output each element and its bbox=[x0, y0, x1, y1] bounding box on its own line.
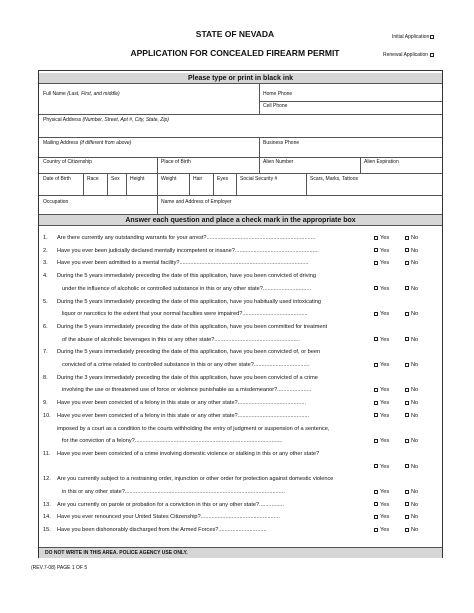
weight-field[interactable]: Weight bbox=[161, 176, 177, 182]
question-text: Are you currently subject to a restraining order, injunction or other order for protection against domestic violence bbox=[57, 476, 334, 483]
yes-label: Yes bbox=[380, 527, 390, 534]
no-checkbox[interactable] bbox=[405, 236, 409, 240]
question-number: 7. bbox=[43, 349, 48, 356]
no-option[interactable] bbox=[405, 400, 418, 407]
ssn-field[interactable]: Social Security # bbox=[240, 176, 278, 182]
question-text: Have you ever been convicted of a felony in this state or any other state?.............................................. bbox=[57, 412, 310, 419]
no-checkbox[interactable] bbox=[405, 490, 409, 494]
yes-checkbox[interactable] bbox=[374, 261, 378, 265]
no-label: No bbox=[411, 501, 419, 508]
physical-address-label: Physical Address bbox=[43, 117, 82, 123]
no-label: No bbox=[411, 285, 419, 292]
no-label: No bbox=[411, 260, 419, 267]
question-text: Have you ever been admitted to a mental facility?................................................................................... bbox=[57, 260, 309, 267]
initial-application-option[interactable] bbox=[392, 34, 436, 40]
business-phone-field[interactable]: Business Phone bbox=[263, 140, 300, 146]
question-number: 8. bbox=[43, 374, 48, 381]
physical-address-field[interactable] bbox=[43, 117, 169, 123]
sex-field[interactable]: Sex bbox=[111, 176, 120, 182]
no-checkbox[interactable] bbox=[405, 401, 409, 405]
yes-checkbox[interactable] bbox=[374, 388, 378, 392]
no-label: No bbox=[411, 235, 419, 241]
yes-checkbox[interactable] bbox=[374, 464, 378, 468]
yes-checkbox[interactable] bbox=[374, 401, 378, 405]
question-text: Are there currently any outstanding warrants for your arrest?...................................................................... bbox=[57, 235, 316, 241]
question-text: During the 5 years immediately preceding the date of this application, have you been convicted of driving bbox=[57, 273, 317, 280]
question-text: Have you been dishonorably discharged from the Armed Forces?............................... bbox=[57, 527, 267, 534]
yes-checkbox[interactable] bbox=[374, 490, 378, 494]
full-name-hint: (Last, First, and middle) bbox=[67, 91, 120, 97]
no-option[interactable] bbox=[405, 235, 418, 242]
no-label: No bbox=[411, 514, 419, 521]
yes-label: Yes bbox=[380, 501, 390, 508]
yes-label: Yes bbox=[380, 247, 390, 254]
yes-checkbox[interactable] bbox=[374, 337, 378, 341]
yes-option[interactable] bbox=[374, 311, 389, 318]
no-checkbox[interactable] bbox=[405, 502, 409, 506]
yes-option[interactable] bbox=[374, 514, 389, 521]
mailing-address-label: Mailing Address bbox=[43, 140, 79, 146]
question-text: imposed by a court as a condition to the courts withholding the entry of judgment or suspension of a sentence, bbox=[57, 425, 330, 432]
question-number: 5. bbox=[43, 298, 48, 305]
no-option[interactable] bbox=[405, 248, 418, 255]
no-checkbox[interactable] bbox=[405, 363, 409, 367]
no-label: No bbox=[411, 336, 419, 343]
no-label: No bbox=[411, 311, 419, 318]
question-number: 14. bbox=[43, 514, 51, 521]
yes-label: Yes bbox=[380, 400, 390, 407]
yes-option[interactable] bbox=[374, 260, 389, 267]
question-text: Are you currently on parole or probation for a conviction in this or any other state?................ bbox=[57, 501, 284, 508]
yes-label: Yes bbox=[380, 514, 390, 521]
renewal-application-label: Renewal Application bbox=[383, 52, 429, 58]
yes-label: Yes bbox=[380, 387, 390, 394]
no-checkbox[interactable] bbox=[405, 515, 409, 519]
no-option[interactable] bbox=[405, 489, 418, 496]
no-label: No bbox=[411, 438, 419, 445]
yes-option[interactable] bbox=[374, 235, 389, 242]
yes-label: Yes bbox=[380, 438, 390, 445]
no-label: No bbox=[411, 247, 419, 254]
no-label: No bbox=[411, 527, 419, 534]
alien-expiration-field[interactable]: Alien Expiration bbox=[364, 159, 399, 165]
section-banner-questions: Answer each question and place a check mark in the appropriate box bbox=[39, 214, 442, 226]
yes-label: Yes bbox=[380, 336, 390, 343]
question-text: During the 5 years immediately preceding the date of this application, have you been committed for treatment bbox=[57, 323, 328, 330]
question-text: Have you ever been convicted of a crime involving domestic violence or stalking in this or any other state? bbox=[57, 450, 320, 457]
yes-option[interactable] bbox=[374, 248, 389, 255]
question-number: 9. bbox=[43, 400, 48, 407]
question-number: 11. bbox=[43, 450, 51, 457]
no-option[interactable] bbox=[405, 286, 418, 293]
yes-checkbox[interactable] bbox=[374, 286, 378, 290]
full-name-label: Full Name bbox=[43, 91, 66, 97]
question-number: 15. bbox=[43, 527, 51, 534]
no-label: No bbox=[411, 463, 419, 470]
full-name-field[interactable] bbox=[43, 91, 120, 97]
no-checkbox[interactable] bbox=[405, 388, 409, 392]
eyes-field[interactable]: Eyes bbox=[217, 176, 229, 182]
form-title: APPLICATION FOR CONCEALED FIREARM PERMIT bbox=[130, 48, 340, 58]
question-text: Have you ever been convicted of a felony in this state or any other state?............................................ bbox=[57, 400, 307, 407]
question-text: in this or any other state?....................................................................................................... bbox=[62, 489, 285, 495]
question-text: for the conviction of a felony?............................................................................................... bbox=[62, 438, 283, 445]
no-option[interactable] bbox=[405, 527, 418, 534]
scars-marks-tattoos-field[interactable]: Scars, Marks, Tattoos bbox=[310, 176, 358, 182]
no-checkbox[interactable] bbox=[405, 248, 409, 252]
no-label: No bbox=[411, 412, 419, 419]
question-text: Have you ever renounced your United States Citizenship?................................................... bbox=[57, 514, 280, 521]
question-text: involving the use or threatened use of force or violence punishable as a misdemeanor?...................... bbox=[62, 387, 312, 394]
initial-application-checkbox[interactable] bbox=[430, 35, 434, 39]
question-number: 6. bbox=[43, 323, 48, 330]
yes-label: Yes bbox=[380, 463, 390, 470]
question-number: 4. bbox=[43, 273, 48, 280]
application-form bbox=[38, 70, 443, 558]
yes-option[interactable] bbox=[374, 286, 389, 293]
renewal-application-checkbox[interactable] bbox=[430, 53, 434, 57]
no-option[interactable] bbox=[405, 502, 418, 509]
no-checkbox[interactable] bbox=[405, 413, 409, 417]
height-field[interactable]: Height bbox=[130, 176, 145, 182]
initial-application-label: Initial Application bbox=[392, 34, 430, 40]
question-number: 2. bbox=[43, 247, 48, 254]
no-option[interactable] bbox=[405, 311, 418, 318]
question-text: During the 5 years immediately preceding the date of this application, have you habitually used intoxicating bbox=[57, 298, 321, 305]
yes-label: Yes bbox=[380, 362, 390, 368]
yes-checkbox[interactable] bbox=[374, 363, 378, 367]
yes-checkbox[interactable] bbox=[374, 528, 378, 532]
no-checkbox[interactable] bbox=[405, 312, 409, 316]
no-option[interactable] bbox=[405, 413, 418, 420]
yes-label: Yes bbox=[380, 285, 390, 292]
no-option[interactable] bbox=[405, 337, 418, 344]
question-number: 12. bbox=[43, 476, 51, 483]
yes-option[interactable] bbox=[374, 413, 389, 420]
country-of-citizenship-field[interactable]: Country of Citizenship bbox=[43, 159, 92, 165]
renewal-application-option[interactable] bbox=[383, 52, 436, 58]
question-text: liquor or narcotics to the extent that your normal faculties were impaired?.......................................... bbox=[62, 311, 308, 318]
yes-checkbox[interactable] bbox=[374, 502, 378, 506]
yes-checkbox[interactable] bbox=[374, 413, 378, 417]
yes-label: Yes bbox=[380, 311, 390, 318]
yes-option[interactable] bbox=[374, 489, 389, 496]
no-option[interactable] bbox=[405, 464, 418, 471]
question-text: of the abuse of alcoholic beverages in this or any other state?....................................................... bbox=[62, 336, 300, 343]
cell-phone-field[interactable]: Cell Phone bbox=[263, 103, 288, 109]
yes-option[interactable] bbox=[374, 400, 389, 407]
race-field[interactable]: Race bbox=[87, 176, 99, 182]
date-of-birth-field[interactable]: Date of Birth bbox=[43, 176, 71, 182]
yes-checkbox[interactable] bbox=[374, 236, 378, 240]
mailing-address-hint: (if different from above) bbox=[79, 140, 132, 146]
yes-option[interactable] bbox=[374, 502, 389, 509]
page-info: (REV.7-08) PAGE 1 OF 5 bbox=[31, 565, 88, 571]
employer-field[interactable]: Name and Address of Employer bbox=[161, 199, 232, 205]
alien-number-field[interactable]: Alien Number bbox=[263, 159, 294, 165]
no-checkbox[interactable] bbox=[405, 439, 409, 443]
no-checkbox[interactable] bbox=[405, 261, 409, 265]
no-checkbox[interactable] bbox=[405, 464, 409, 468]
question-text: under the influence of alcoholic or controlled substance in this or any other state?............................... bbox=[62, 285, 312, 292]
no-label: No bbox=[411, 400, 419, 407]
question-number: 3. bbox=[43, 260, 48, 267]
no-checkbox[interactable] bbox=[405, 528, 409, 532]
no-option[interactable] bbox=[405, 260, 418, 267]
home-phone-field[interactable]: Home Phone bbox=[263, 91, 293, 97]
no-checkbox[interactable] bbox=[405, 337, 409, 341]
no-label: No bbox=[411, 362, 419, 368]
yes-label: Yes bbox=[380, 489, 390, 495]
yes-option[interactable] bbox=[374, 527, 389, 534]
question-number: 1. bbox=[43, 235, 48, 241]
yes-option[interactable] bbox=[374, 438, 389, 445]
place-of-birth-field[interactable]: Place of Birth bbox=[161, 159, 191, 165]
yes-checkbox[interactable] bbox=[374, 248, 378, 252]
yes-label: Yes bbox=[380, 235, 390, 241]
yes-option[interactable] bbox=[374, 464, 389, 471]
no-label: No bbox=[411, 387, 419, 394]
no-label: No bbox=[411, 489, 419, 495]
question-number: 10. bbox=[43, 412, 51, 419]
physical-address-hint: (Number, Street, Apt #, City, State, Zip) bbox=[82, 117, 169, 123]
question-text: Have you ever been judicially declared mentally incompetent or insane?...................................................... bbox=[57, 247, 319, 254]
section-banner-ink: Please type or print in black ink bbox=[39, 73, 442, 84]
yes-checkbox[interactable] bbox=[374, 439, 378, 443]
no-option[interactable] bbox=[405, 387, 418, 394]
no-option[interactable] bbox=[405, 438, 418, 445]
state-heading: STATE OF NEVADA bbox=[195, 29, 275, 39]
yes-label: Yes bbox=[380, 260, 390, 267]
question-number: 13. bbox=[43, 501, 51, 508]
hair-field[interactable]: Hair bbox=[193, 176, 203, 182]
no-option[interactable] bbox=[405, 514, 418, 521]
no-checkbox[interactable] bbox=[405, 286, 409, 290]
yes-checkbox[interactable] bbox=[374, 515, 378, 519]
yes-label: Yes bbox=[380, 412, 390, 419]
yes-option[interactable] bbox=[374, 387, 389, 394]
yes-checkbox[interactable] bbox=[374, 312, 378, 316]
yes-option[interactable] bbox=[374, 337, 389, 344]
question-text: During the 5 years immediately preceding the date of this application, have you been convicted of, or been bbox=[57, 349, 321, 356]
mailing-address-field[interactable] bbox=[43, 140, 131, 146]
question-text: convicted of a crime related to controlled substance in this or any other state?.................................... bbox=[62, 362, 310, 368]
police-use-banner: DO NOT WRITE IN THIS AREA. POLICE AGENCY USE ONLY. bbox=[39, 547, 442, 558]
occupation-field[interactable]: Occupation bbox=[43, 199, 69, 205]
question-text: During the 3 years immediately preceding the date of this application, have you been convicted of a crime bbox=[57, 374, 318, 381]
no-option[interactable] bbox=[405, 362, 418, 369]
yes-option[interactable] bbox=[374, 362, 389, 369]
